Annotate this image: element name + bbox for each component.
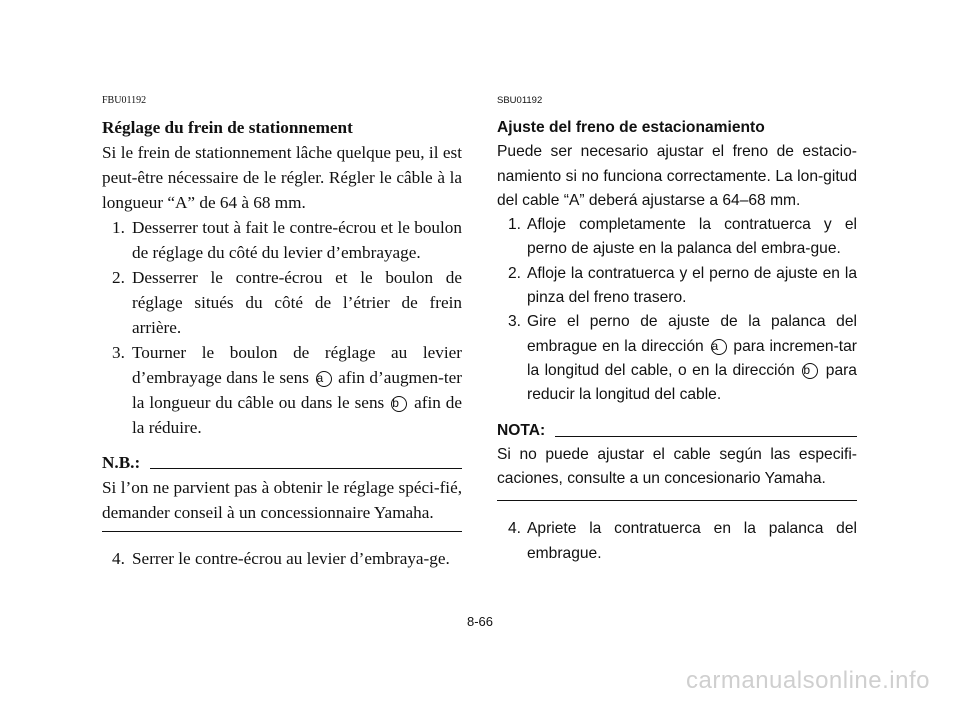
- note-header: [102, 450, 462, 475]
- note-label: N.B.:: [102, 453, 141, 472]
- list-item: [102, 265, 462, 340]
- note-label: NOTA:: [497, 421, 546, 439]
- step-text: Afloje la contratuerca y el perno de ajuste en la pinza del freno trasero.: [527, 264, 857, 307]
- french-column: [102, 94, 462, 571]
- note-rule: [555, 436, 857, 437]
- note-text: Si l’on ne parvient pas à obtenir le réglage spéci-fié, demander conseil à un concessionnaire Yamaha.: [102, 478, 462, 522]
- section-title: Réglage du frein de stationnement: [102, 118, 353, 137]
- steps-list: [497, 213, 857, 407]
- steps-list-continued: [497, 517, 857, 566]
- direction-b-marker: b: [802, 363, 818, 379]
- step-number: 2.: [112, 268, 125, 287]
- watermark: carmanualsonline.info: [686, 667, 930, 694]
- intro-paragraph: Puede ser necesario ajustar el freno de estacio-namiento si no funciona correctamente. La lon-gitud del cable “A” deberá ajustarse a 64–68 mm.: [497, 143, 857, 209]
- step-number: 1.: [508, 216, 522, 234]
- list-item: [102, 215, 462, 265]
- step-text: Desserrer le contre-écrou et le boulon de réglage situés du côté de l’étrier de frein arrière.: [132, 268, 462, 337]
- list-item: [497, 213, 857, 262]
- step-number: 3.: [112, 343, 125, 362]
- direction-a-marker: a: [316, 371, 332, 387]
- step-number: 1.: [112, 218, 125, 237]
- step-text: afin de la réduire.: [132, 393, 463, 437]
- step-text: Apriete la contratuerca en la palanca del embrague.: [527, 520, 857, 562]
- section-title: Ajuste del freno de estacionamiento: [497, 119, 765, 136]
- section-code: SBU01192: [497, 95, 543, 106]
- step-text: para reducir la longitud del cable.: [527, 361, 857, 404]
- list-item: [497, 310, 857, 407]
- note-header: [497, 419, 857, 443]
- step-number: 4.: [508, 520, 522, 538]
- step-number: 2.: [508, 264, 522, 282]
- step-text: Tourner le boulon de réglage au levier d’embrayage dans le sens: [132, 343, 462, 387]
- steps-list: [102, 215, 462, 440]
- note-rule: [150, 468, 462, 469]
- list-item: [102, 340, 462, 440]
- list-item: [102, 546, 462, 571]
- step-text: para incremen-tar la longitud del cable, o en la dirección: [527, 337, 857, 379]
- steps-list-continued: [102, 546, 462, 571]
- note-text: Si no puede ajustar el cable según las especifi-caciones, consulte a un concesionario Yamaha.: [497, 445, 857, 488]
- step-text: Serrer le contre-écrou au levier d’embraya-ge.: [132, 549, 450, 568]
- page-number: 8-66: [466, 614, 494, 629]
- note-end-rule: [102, 531, 462, 532]
- list-item: [497, 262, 857, 311]
- intro-paragraph: Si le frein de stationnement lâche quelque peu, il est peut-être nécessaire de le régler. Régler le câble à la longueur “A” de 64 à 68 mm.: [102, 143, 462, 212]
- step-text: Desserrer tout à fait le contre-écrou et le boulon de réglage du côté du levier d’embrayage.: [132, 218, 462, 262]
- note-end-rule: [497, 500, 857, 501]
- section-code: FBU01192: [102, 95, 147, 106]
- direction-a-marker: a: [711, 339, 727, 355]
- step-number: 4.: [112, 549, 125, 568]
- step-text: Gire el perno de ajuste de la palanca del embrague en la dirección: [527, 313, 857, 355]
- step-text: afin d’augmen-ter la longueur du câble ou dans le sens: [132, 368, 462, 412]
- step-text: Afloje completamente la contratuerca y el perno de ajuste en la palanca del embra-gue.: [527, 216, 857, 258]
- step-number: 3.: [508, 313, 522, 331]
- spanish-column: [497, 94, 857, 566]
- list-item: [497, 517, 857, 566]
- direction-b-marker: b: [391, 396, 407, 412]
